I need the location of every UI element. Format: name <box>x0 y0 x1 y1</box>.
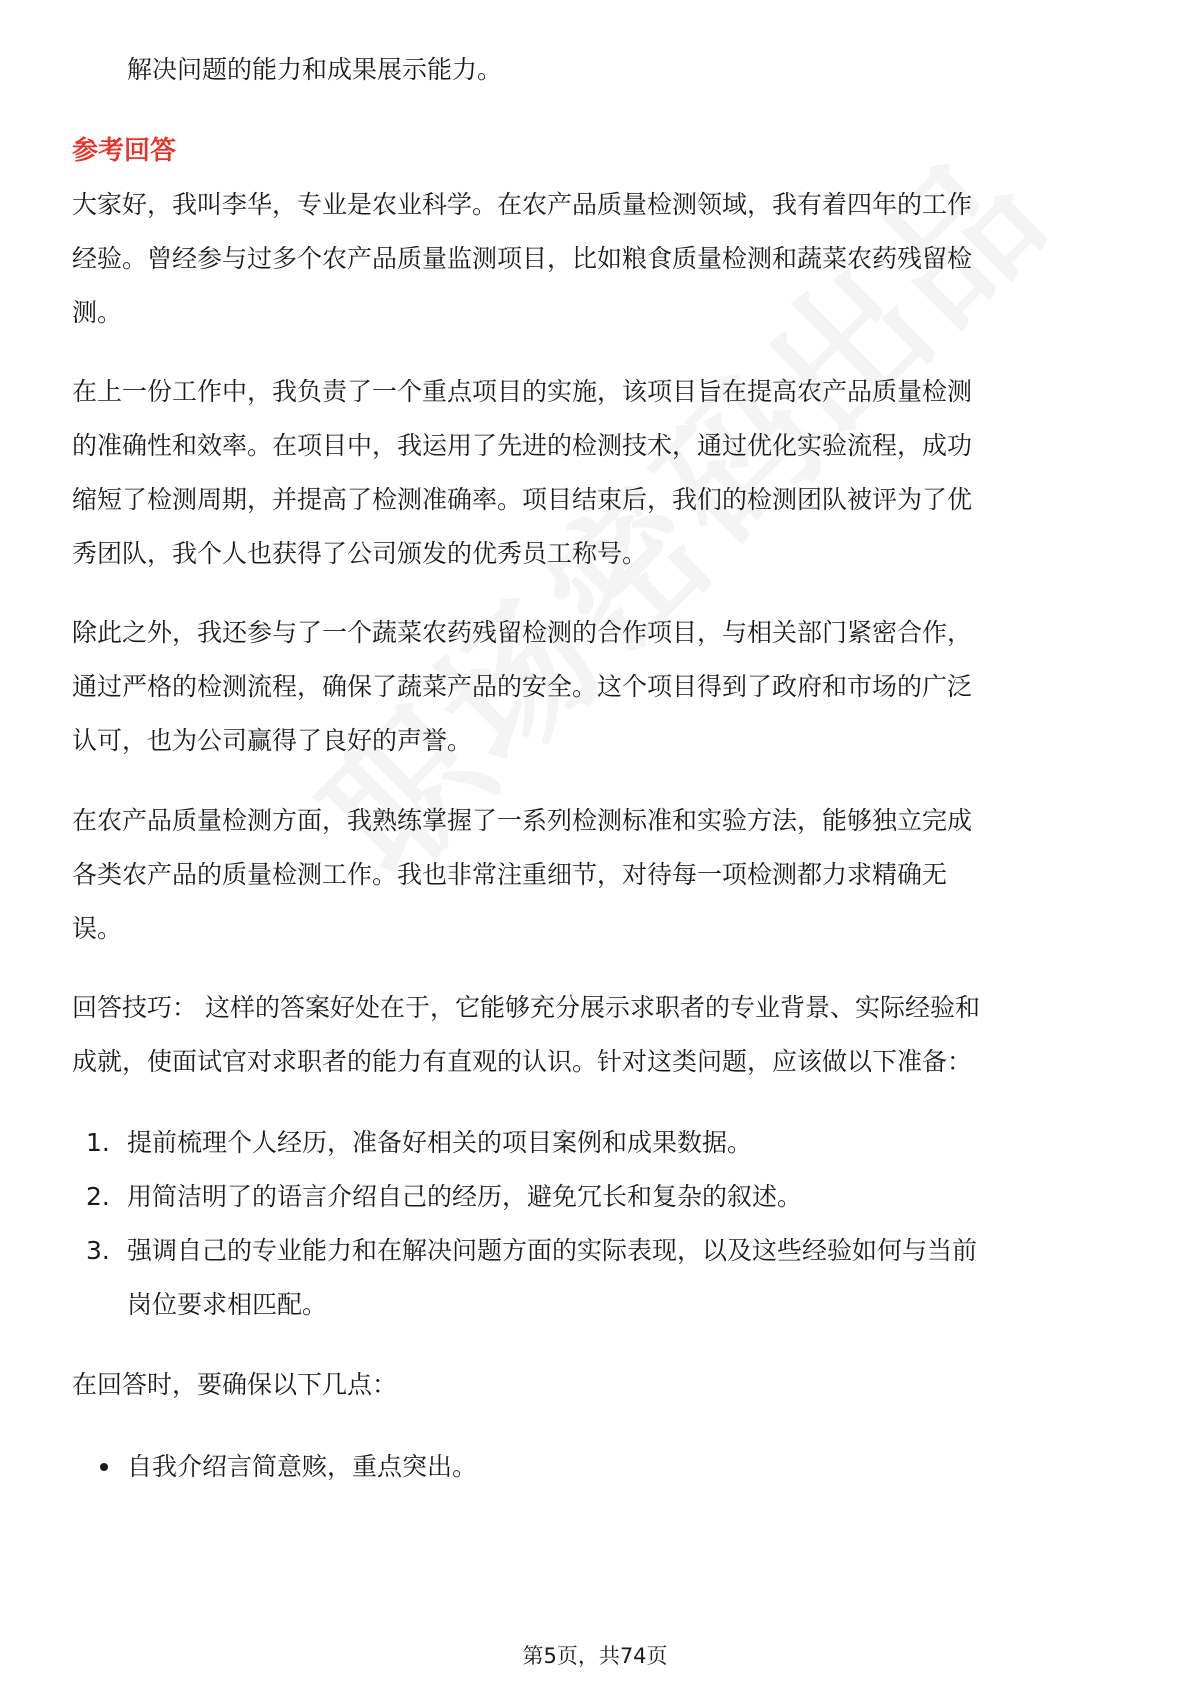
paragraph-line: 在上一份工作中，我负责了一个重点项目的实施，该项目旨在提高农产品质量检测 <box>72 377 973 406</box>
paragraph-line: 回答技巧： 这样的答案好处在于，它能够充分展示求职者的专业背景、实际经验和 <box>72 993 980 1022</box>
list-item-text: 用简洁明了的语言介绍自己的经历，避免冗长和复杂的叙述。 <box>127 1182 803 1211</box>
section-heading: 参考回答 <box>72 136 177 166</box>
list-item-text: 岗位要求相匹配。 <box>127 1290 328 1319</box>
paragraph-line: 误。 <box>72 914 123 943</box>
paragraph-line: 大家好，我叫李华，专业是农业科学。在农产品质量检测领域，我有着四年的工作 <box>72 190 973 219</box>
paragraph-line: 秀团队，我个人也获得了公司颁发的优秀员工称号。 <box>72 539 648 568</box>
paragraph-line: 缩短了检测周期，并提高了检测准确率。项目结束后，我们的检测团队被评为了优 <box>72 485 973 514</box>
page-footer: 第5页，共74页 <box>522 1644 668 1668</box>
list-item-text: 自我介绍言简意赅，重点突出。 <box>127 1452 478 1481</box>
paragraph-line: 除此之外，我还参与了一个蔬菜农药残留检测的合作项目，与相关部门紧密合作， <box>72 618 973 647</box>
list-number: 1. <box>86 1128 110 1157</box>
paragraph-line: 各类农产品的质量检测工作。我也非常注重细节，对待每一项检测都力求精确无 <box>72 860 948 889</box>
intro-line: 解决问题的能力和成果展示能力。 <box>127 55 503 84</box>
list-item-text: 强调自己的专业能力和在解决问题方面的实际表现，以及这些经验如何与当前 <box>127 1236 978 1265</box>
paragraph-line: 认可，也为公司赢得了良好的声誉。 <box>72 726 473 755</box>
paragraph-line: 经验。曾经参与过多个农产品质量监测项目，比如粮食质量检测和蔬菜农药残留检 <box>72 244 973 273</box>
list-number: 2. <box>86 1182 110 1211</box>
paragraph-line: 在农产品质量检测方面，我熟练掌握了一系列检测标准和实验方法，能够独立完成 <box>72 806 973 835</box>
paragraph-line: 成就，使面试官对求职者的能力有直观的认识。针对这类问题，应该做以下准备： <box>72 1047 973 1076</box>
list-item-text: 提前梳理个人经历，准备好相关的项目案例和成果数据。 <box>127 1128 753 1157</box>
paragraph-line: 测。 <box>72 298 123 327</box>
bullet-icon <box>100 1463 108 1471</box>
paragraph-line: 通过严格的检测流程，确保了蔬菜产品的安全。这个项目得到了政府和市场的广泛 <box>72 672 973 701</box>
list-number: 3. <box>86 1236 110 1265</box>
paragraph-line: 的准确性和效率。在项目中，我运用了先进的检测技术，通过优化实验流程，成功 <box>72 431 973 460</box>
paragraph-line: 在回答时，要确保以下几点： <box>72 1370 398 1399</box>
